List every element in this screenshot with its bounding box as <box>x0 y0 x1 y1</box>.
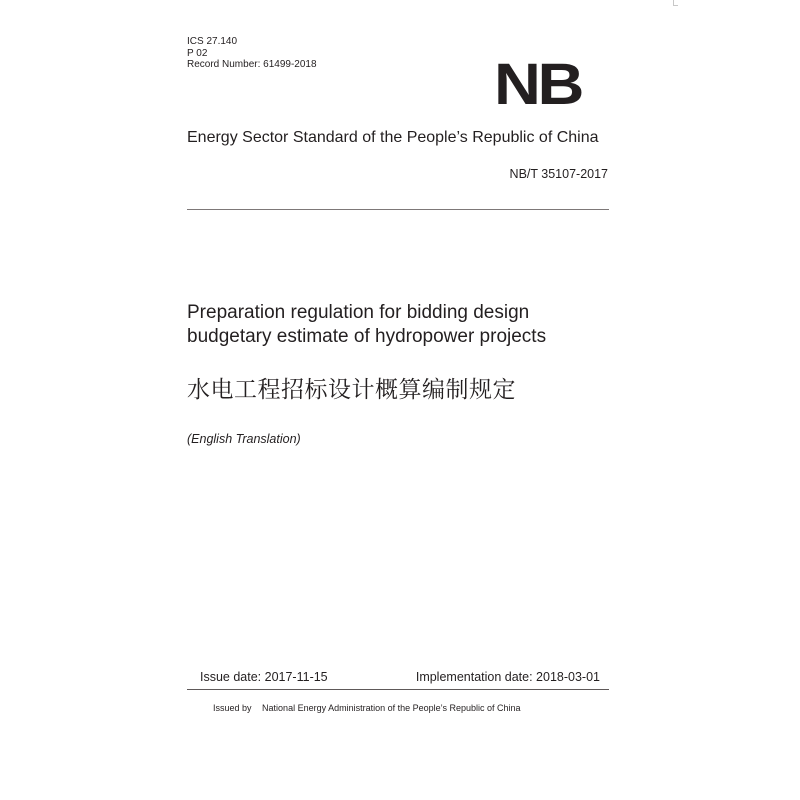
top-divider <box>187 209 609 210</box>
sector-title: Energy Sector Standard of the People’s Republic of China <box>187 129 599 146</box>
implementation-date: Implementation date: 2018-03-01 <box>415 670 600 684</box>
dates-row <box>200 670 600 685</box>
standard-code: NB/T 35107-2017 <box>509 167 608 181</box>
english-title <box>187 301 546 349</box>
classification-code: P 02 <box>187 47 208 59</box>
nb-logo: NB <box>494 52 582 117</box>
translation-note: (English Translation) <box>187 432 301 446</box>
record-number: Record Number: 61499-2018 <box>187 59 317 70</box>
chinese-title: 水电工程招标设计概算编制规定 <box>187 376 516 402</box>
issued-by-label: Issued by <box>213 703 252 713</box>
crop-mark <box>673 0 678 6</box>
issue-date: Issue date: 2017-11-15 <box>200 670 328 684</box>
ics-code: ICS 27.140 <box>187 36 238 47</box>
document-metadata <box>187 36 317 71</box>
english-title-line2: budgetary estimate of hydropower projects <box>187 326 547 347</box>
english-title-line1: Preparation regulation for bidding design <box>187 302 530 323</box>
issuer-line <box>213 703 521 714</box>
issuer-name: National Energy Administration of the People’s Republic of China <box>262 703 521 713</box>
bottom-divider <box>187 689 609 690</box>
